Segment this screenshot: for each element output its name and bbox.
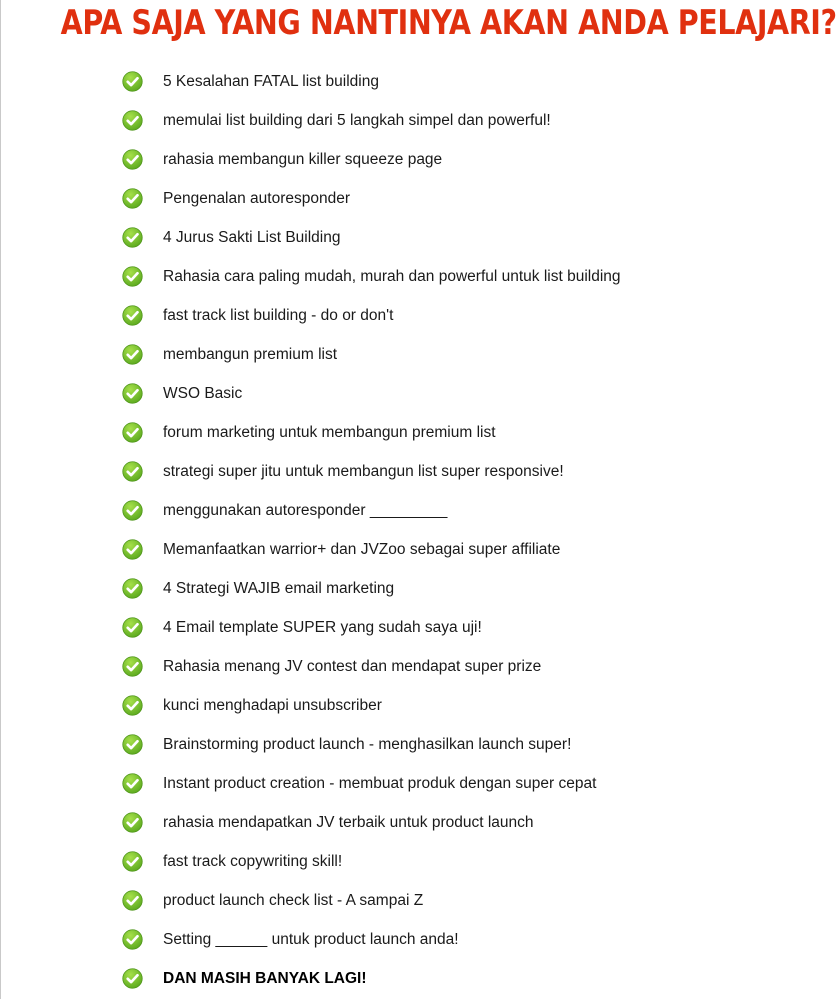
list-item	[122, 62, 621, 101]
list-item-label: kunci menghadapi unsubscriber	[163, 696, 382, 714]
green-check-icon	[122, 71, 143, 92]
green-check-icon	[122, 656, 143, 677]
green-check-icon	[122, 539, 143, 560]
page-headline: APA SAJA YANG NANTINYA AKAN ANDA PELAJARI?	[60, 3, 837, 43]
list-item	[122, 920, 621, 959]
green-check-icon	[122, 929, 143, 950]
list-item	[122, 842, 621, 881]
green-check-icon	[122, 461, 143, 482]
list-item-label: fast track copywriting skill!	[163, 852, 343, 870]
list-item-label: Memanfaatkan warrior+ dan JVZoo sebagai super affiliate	[163, 540, 561, 558]
green-check-icon	[122, 344, 143, 365]
list-item-label: fast track list building - do or don't	[163, 306, 394, 324]
list-item	[122, 179, 621, 218]
green-check-icon	[122, 305, 143, 326]
list-item-label: strategi super jitu untuk membangun list super responsive!	[163, 462, 564, 480]
green-check-icon	[122, 266, 143, 287]
green-check-icon	[122, 110, 143, 131]
green-check-icon	[122, 812, 143, 833]
green-check-icon	[122, 617, 143, 638]
green-check-icon	[122, 734, 143, 755]
green-check-icon	[122, 968, 143, 989]
list-item	[122, 218, 621, 257]
list-item-label: memulai list building dari 5 langkah simpel dan powerful!	[163, 111, 551, 129]
list-item-label: 5 Kesalahan FATAL list building	[163, 72, 379, 90]
list-item-label: Rahasia menang JV contest dan mendapat super prize	[163, 657, 542, 675]
list-item-label: menggunakan autoresponder _________	[163, 501, 448, 519]
list-item-label: 4 Strategi WAJIB email marketing	[163, 579, 395, 597]
list-item-label: membangun premium list	[163, 345, 338, 363]
list-item	[122, 374, 621, 413]
green-check-icon	[122, 851, 143, 872]
list-item	[122, 569, 621, 608]
list-item	[122, 335, 621, 374]
list-item	[122, 257, 621, 296]
list-item-label: rahasia mendapatkan JV terbaik untuk product launch	[163, 813, 534, 831]
list-item-label: Setting ______ untuk product launch anda!	[163, 930, 459, 948]
list-item-label: product launch check list - A sampai Z	[163, 891, 424, 909]
green-check-icon	[122, 773, 143, 794]
green-check-icon	[122, 890, 143, 911]
list-item-label: 4 Jurus Sakti List Building	[163, 228, 341, 246]
list-item	[122, 608, 621, 647]
list-item	[122, 647, 621, 686]
list-item-label: forum marketing untuk membangun premium list	[163, 423, 496, 441]
green-check-icon	[122, 383, 143, 404]
list-item	[122, 725, 621, 764]
list-item-label: rahasia membangun killer squeeze page	[163, 150, 443, 168]
list-item-label: DAN MASIH BANYAK LAGI!	[163, 969, 367, 987]
list-item-label: WSO Basic	[163, 384, 243, 402]
list-item-label: Brainstorming product launch - menghasilkan launch super!	[163, 735, 572, 753]
learning-list	[122, 62, 621, 998]
list-item	[122, 101, 621, 140]
list-item	[122, 764, 621, 803]
green-check-icon	[122, 578, 143, 599]
list-item	[122, 452, 621, 491]
green-check-icon	[122, 227, 143, 248]
list-item-label: Pengenalan autoresponder	[163, 189, 351, 207]
left-border	[0, 0, 1, 999]
list-item	[122, 959, 621, 998]
green-check-icon	[122, 188, 143, 209]
list-item-label: Instant product creation - membuat produk dengan super cepat	[163, 774, 597, 792]
list-item	[122, 881, 621, 920]
green-check-icon	[122, 422, 143, 443]
green-check-icon	[122, 149, 143, 170]
list-item	[122, 491, 621, 530]
list-item	[122, 140, 621, 179]
list-item	[122, 413, 621, 452]
green-check-icon	[122, 695, 143, 716]
list-item	[122, 803, 621, 842]
green-check-icon	[122, 500, 143, 521]
list-item	[122, 686, 621, 725]
list-item	[122, 530, 621, 569]
list-item	[122, 296, 621, 335]
list-item-label: 4 Email template SUPER yang sudah saya uji!	[163, 618, 482, 636]
list-item-label: Rahasia cara paling mudah, murah dan powerful untuk list building	[163, 267, 621, 285]
